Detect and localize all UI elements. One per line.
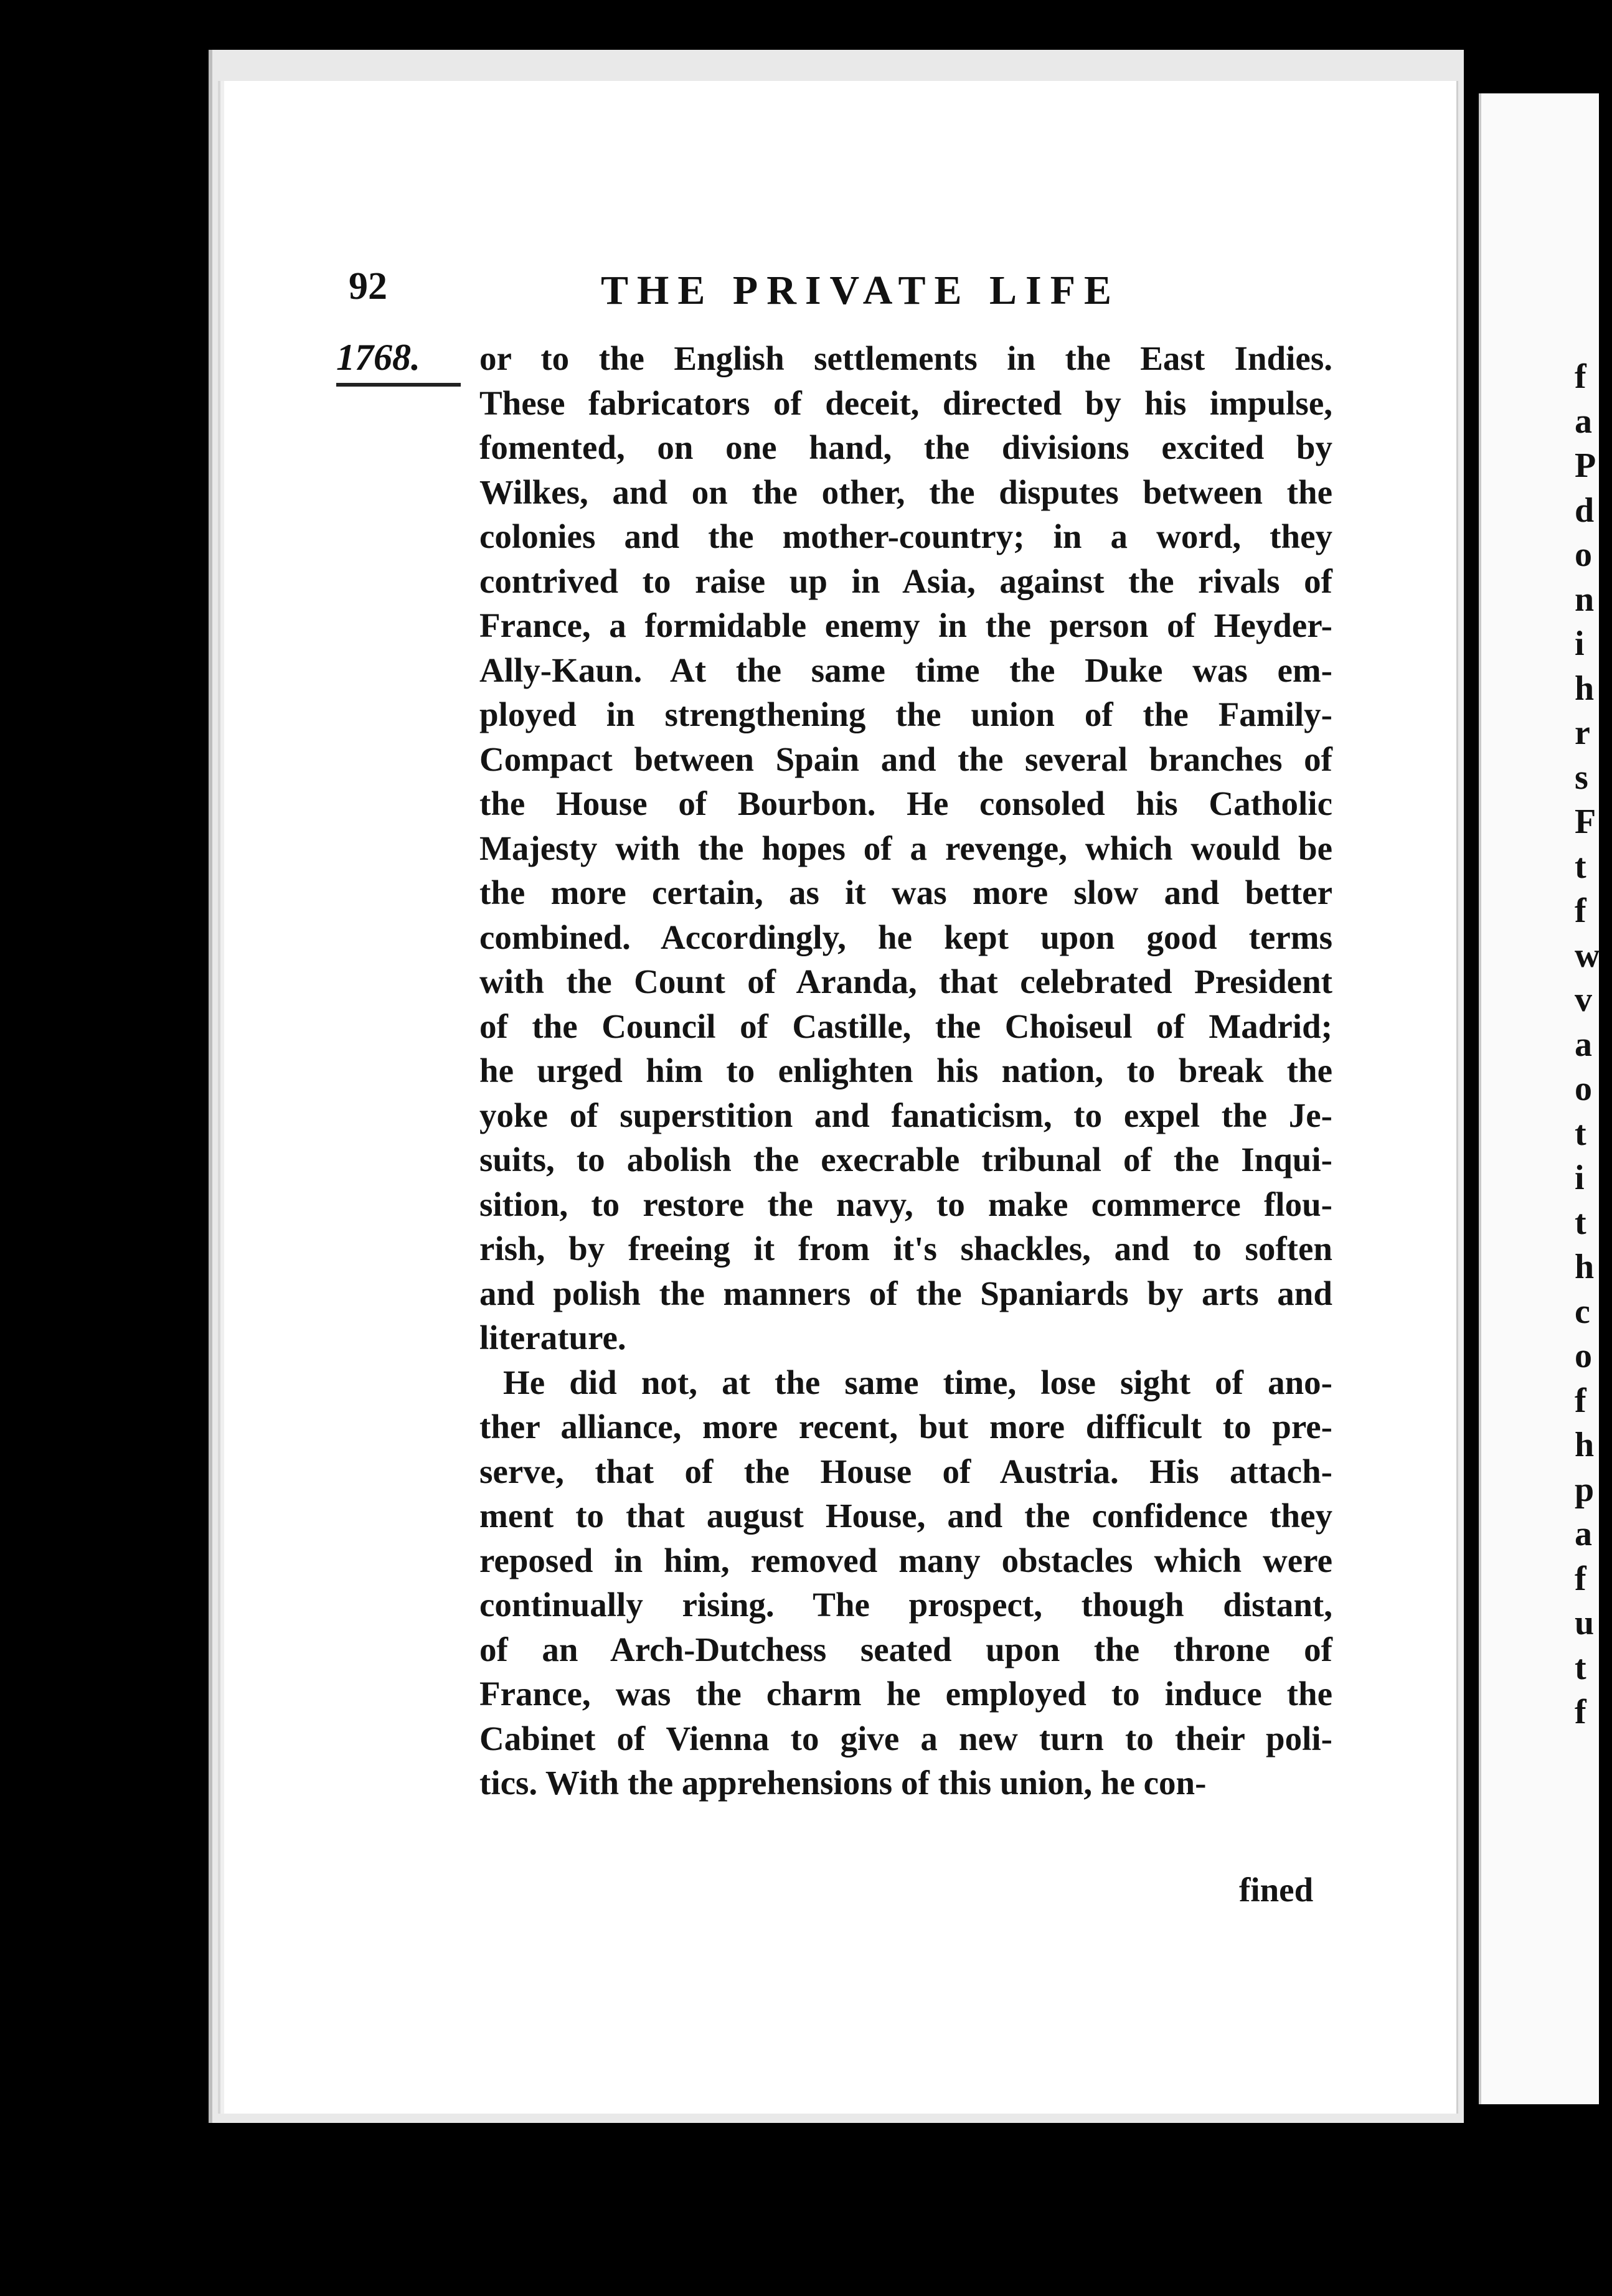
text-line: Cabinet of Vienna to give a new turn to their poli- — [479, 1719, 1332, 1757]
text-line: France, was the charm he employed to induce the — [479, 1675, 1332, 1713]
facing-page-letter: a — [1575, 1025, 1592, 1064]
text-line: he urged him to enlighten his nation, to break the — [479, 1052, 1332, 1089]
text-line: the House of Bourbon. He consoled his Catholic — [479, 784, 1332, 822]
facing-page-letter: t — [1575, 1114, 1586, 1153]
text-line: rish, by freeing it from it's shackles, and to soften — [479, 1230, 1332, 1268]
text-line: ther alliance, more recent, but more difficult to pre- — [479, 1408, 1332, 1446]
text-line: yoke of superstition and fanaticism, to expel the Je- — [479, 1096, 1332, 1134]
catchword: fined — [1239, 1871, 1314, 1909]
text-line: and polish the manners of the Spaniards by arts and — [479, 1274, 1332, 1312]
facing-page-letter: c — [1575, 1292, 1590, 1331]
text-line: serve, that of the House of Austria. His attach- — [479, 1452, 1332, 1490]
facing-page-letter: w — [1575, 936, 1600, 975]
text-line: literature. — [479, 1319, 626, 1357]
facing-page-letter: t — [1575, 1203, 1586, 1242]
facing-page-letter: o — [1575, 535, 1592, 574]
text-line: fomented, on one hand, the divisions excited by — [479, 428, 1332, 466]
facing-page-letter: F — [1575, 802, 1596, 841]
facing-page-letter: h — [1575, 1248, 1595, 1286]
text-line: ment to that august House, and the confidence they — [479, 1497, 1332, 1535]
text-line: the more certain, as it was more slow and better — [479, 873, 1332, 911]
facing-page-letter: t — [1575, 847, 1586, 886]
text-line: He did not, at the same time, lose sight of ano- — [503, 1363, 1332, 1401]
facing-page-letter: s — [1575, 758, 1588, 797]
facing-page-letters — [1575, 355, 1612, 1735]
facing-page-letter: a — [1575, 1515, 1592, 1553]
page-number: 92 — [349, 265, 387, 308]
facing-page-letter: o — [1575, 1070, 1592, 1108]
page-header — [349, 265, 1345, 321]
body-text — [479, 336, 1332, 1805]
facing-page-letter: d — [1575, 491, 1595, 530]
text-line: reposed in him, removed many obstacles which were — [479, 1541, 1332, 1579]
facing-page-letter: p — [1575, 1470, 1595, 1509]
text-line: tics. With the apprehensions of this union, he con- — [479, 1764, 1207, 1802]
facing-page-letter: t — [1575, 1648, 1586, 1687]
facing-page-letter: f — [1575, 1693, 1586, 1731]
margin-year: 1768. — [336, 337, 420, 378]
text-line: Ally-Kaun. At the same time the Duke was em- — [479, 651, 1332, 689]
facing-page-letter: v — [1575, 981, 1592, 1019]
margin-year-rule — [336, 383, 461, 387]
facing-page-letter: f — [1575, 357, 1586, 396]
facing-page-letter: u — [1575, 1604, 1595, 1642]
facing-page-letter: h — [1575, 1426, 1595, 1464]
text-line: sition, to restore the navy, to make commerce flou- — [479, 1185, 1332, 1223]
text-line: suits, to abolish the execrable tribunal of the Inqui- — [479, 1141, 1332, 1179]
facing-page-letter: i — [1575, 624, 1585, 663]
text-line: France, a formidable enemy in the person of Heyder- — [479, 606, 1332, 644]
text-line: Wilkes, and on the other, the disputes between the — [479, 473, 1332, 511]
text-line: Compact between Spain and the several branches of — [479, 740, 1332, 778]
text-line: of the Council of Castille, the Choiseul of Madrid; — [479, 1007, 1332, 1045]
facing-page-letter: o — [1575, 1337, 1592, 1375]
facing-page-letter: P — [1575, 446, 1596, 485]
facing-page-letter: n — [1575, 580, 1595, 619]
facing-page-letter: f — [1575, 1381, 1586, 1420]
facing-page-letter: f — [1575, 1559, 1586, 1598]
facing-page-letter: f — [1575, 892, 1586, 930]
text-line: colonies and the mother-country; in a word, they — [479, 517, 1332, 555]
text-line: or to the English settlements in the East Indies. — [479, 339, 1332, 377]
facing-page-letter: r — [1575, 713, 1590, 752]
text-line: ployed in strengthening the union of the Family- — [479, 695, 1332, 733]
text-line: contrived to raise up in Asia, against the rivals of — [479, 562, 1332, 600]
text-line: These fabricators of deceit, directed by his impulse, — [479, 383, 1332, 422]
text-line: Majesty with the hopes of a revenge, which would be — [479, 829, 1332, 867]
facing-page-letter: i — [1575, 1159, 1585, 1197]
text-line: combined. Accordingly, he kept upon good terms — [479, 918, 1332, 956]
text-line: with the Count of Aranda, that celebrated President — [479, 962, 1332, 1000]
text-line: continually rising. The prospect, though distant, — [479, 1586, 1332, 1624]
running-head: THE PRIVATE LIFE — [601, 268, 1121, 313]
facing-page-letter: a — [1575, 402, 1592, 441]
text-line: of an Arch-Dutchess seated upon the throne of — [479, 1630, 1332, 1668]
facing-page-edge — [1479, 93, 1599, 2104]
facing-page-letter: h — [1575, 669, 1595, 708]
